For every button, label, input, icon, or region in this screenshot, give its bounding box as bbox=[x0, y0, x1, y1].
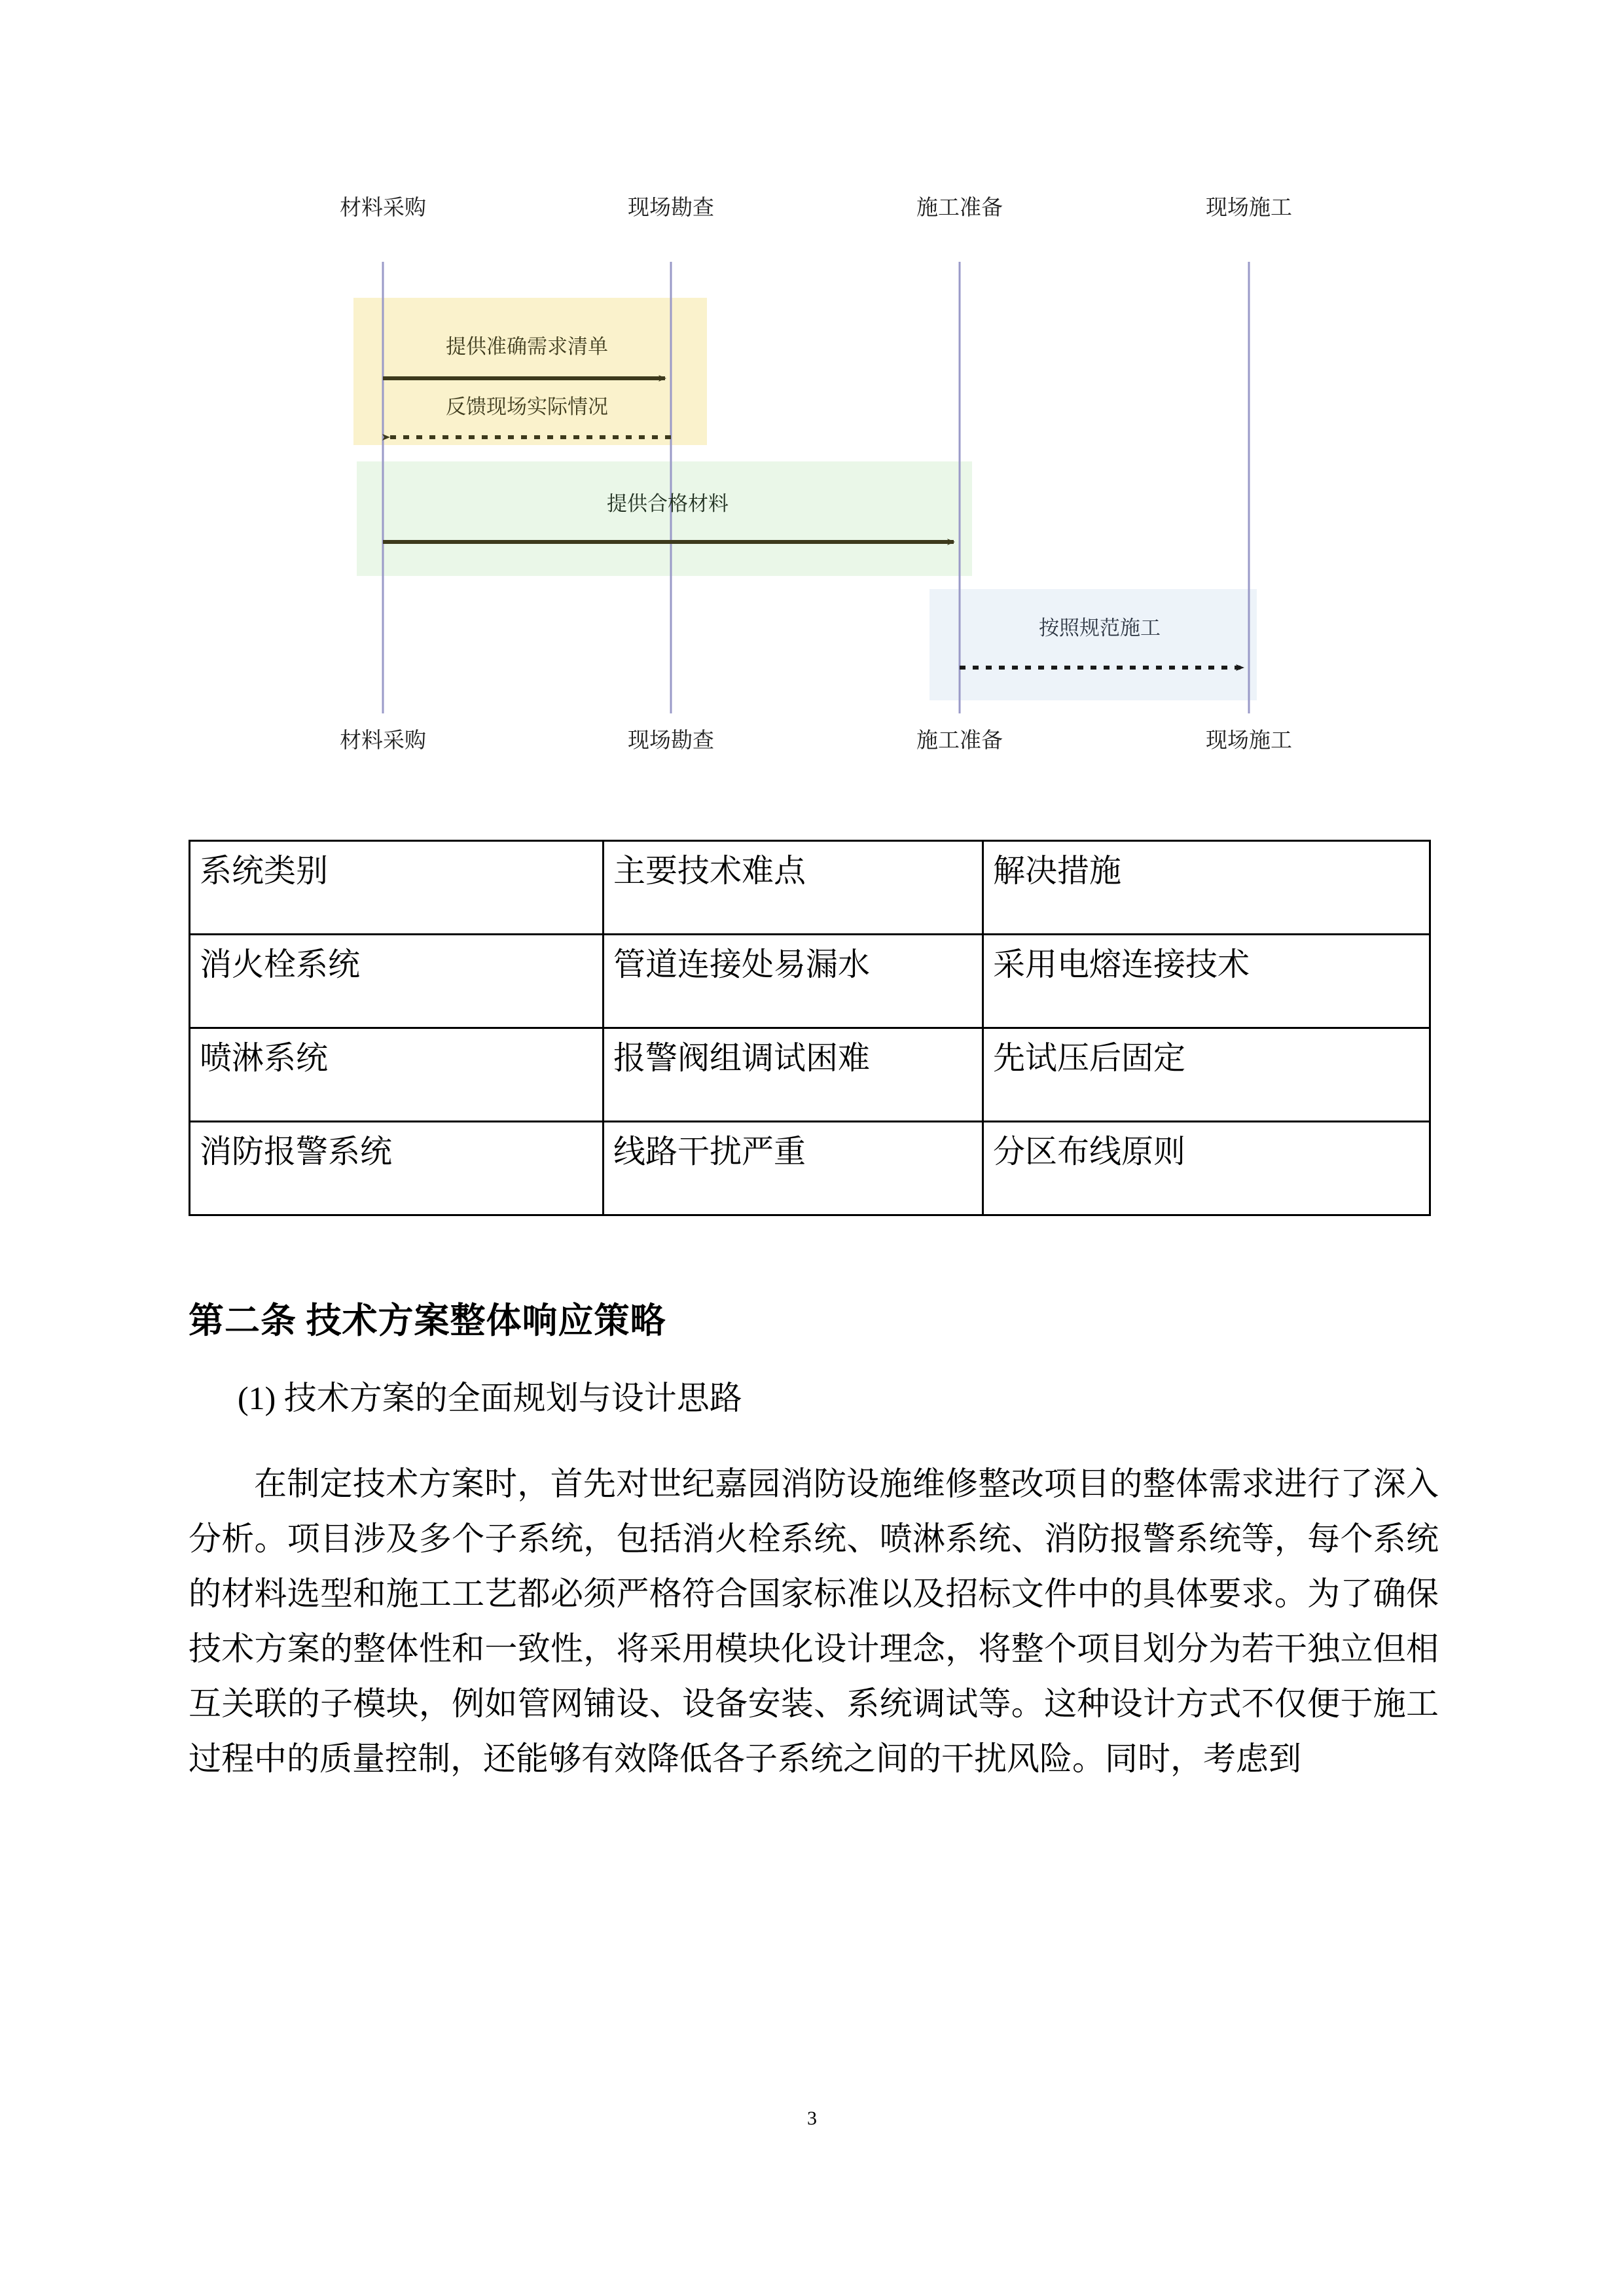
subsection-heading: (1) 技术方案的全面规划与设计思路 bbox=[238, 1380, 742, 1416]
table-cell-main-difficulty: 报警阀组调试困难 bbox=[604, 1028, 983, 1122]
message-label-3: 提供合格材料 bbox=[607, 492, 729, 515]
table-cell-solution: 先试压后固定 bbox=[983, 1028, 1430, 1122]
table-cell-system-category: 消防报警系统 bbox=[190, 1122, 604, 1215]
table-header-row bbox=[190, 841, 1430, 935]
actor-label-top-site-survey: 现场勘查 bbox=[628, 195, 714, 219]
technical-difficulty-table bbox=[189, 840, 1431, 1216]
message-label-4: 按照规范施工 bbox=[1039, 617, 1161, 639]
table-row bbox=[190, 935, 1430, 1028]
table-cell-main-difficulty: 管道连接处易漏水 bbox=[604, 935, 983, 1028]
body-paragraph: 在制定技术方案时，首先对世纪嘉园消防设施维修整改项目的整体需求进行了深入分析。项目涉及多个子系统，包括消火栓系统、喷淋系统、消防报警系统等，每个系统的材料选型和施工工艺都必须严格符合国家标准以及招标文件中的具体要求。为了确保技术方案的整体性和一致性，将采用模块化设计理念，将整个项目划分为若干独立但相互关联的子模块，例如管网铺设、设备安装、系统调试等。这种设计方式不仅便于施工过程中的质量控制，还能够有效降低各子系统之间的干扰风险。同时，考虑到 bbox=[189, 1465, 1439, 1777]
message-group-green bbox=[357, 461, 972, 576]
message-label-1: 提供准确需求清单 bbox=[446, 335, 608, 358]
actor-label-bottom-material-procurement: 材料采购 bbox=[340, 728, 426, 752]
table-header-cell-solution: 解决措施 bbox=[983, 841, 1430, 935]
table-header-cell-main-difficulty: 主要技术难点 bbox=[604, 841, 983, 935]
section-heading: 第二条 技术方案整体响应策略 bbox=[189, 1301, 666, 1340]
table-cell-system-category: 喷淋系统 bbox=[190, 1028, 604, 1122]
actor-label-bottom-site-construction: 现场施工 bbox=[1206, 728, 1292, 752]
actor-label-top-site-construction: 现场施工 bbox=[1206, 195, 1292, 219]
message-group-yellow bbox=[353, 298, 707, 445]
message-label-2: 反馈现场实际情况 bbox=[446, 395, 608, 418]
actor-label-bottom-site-survey: 现场勘查 bbox=[628, 728, 714, 752]
sequence-diagram bbox=[0, 183, 1624, 772]
message-group-blue bbox=[929, 589, 1257, 700]
table-header-cell-system-category: 系统类别 bbox=[190, 841, 604, 935]
table-cell-main-difficulty: 线路干扰严重 bbox=[604, 1122, 983, 1215]
sequence-diagram-canvas bbox=[0, 183, 1624, 772]
actor-label-top-material-procurement: 材料采购 bbox=[340, 195, 426, 219]
table-cell-solution: 分区布线原则 bbox=[983, 1122, 1430, 1215]
table-row bbox=[190, 1028, 1430, 1122]
table-cell-system-category: 消火栓系统 bbox=[190, 935, 604, 1028]
table-row bbox=[190, 1122, 1430, 1215]
actor-label-bottom-construction-prep: 施工准备 bbox=[916, 728, 1003, 752]
table-cell-solution: 采用电熔连接技术 bbox=[983, 935, 1430, 1028]
actor-label-top-construction-prep: 施工准备 bbox=[916, 195, 1003, 219]
page-number: 3 bbox=[807, 2108, 817, 2129]
